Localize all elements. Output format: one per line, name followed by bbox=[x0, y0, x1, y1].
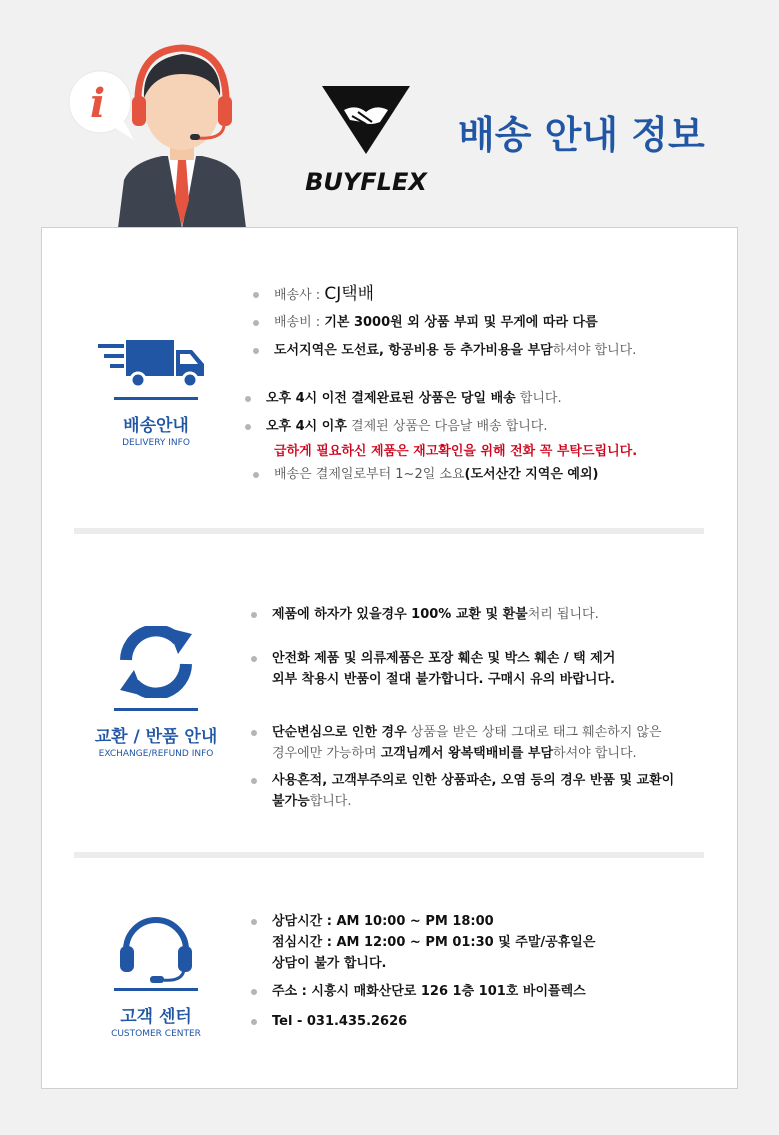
exchange-subtitle: EXCHANGE/REFUND INFO bbox=[98, 749, 214, 759]
brand-name: BUYFLEX bbox=[305, 168, 427, 196]
support-agent-illustration bbox=[62, 40, 282, 228]
delivery-title: 배송안내 bbox=[123, 416, 189, 436]
delivery-underline bbox=[114, 397, 198, 400]
list-item: 오후 4시 이전 결제완료된 상품은 당일 배송 합니다. bbox=[266, 388, 562, 409]
page-title: 배송 안내 정보 bbox=[458, 113, 705, 157]
customer-underline bbox=[114, 988, 198, 991]
delivery-subtitle: DELIVERY INFO bbox=[122, 438, 190, 448]
list-item: Tel - 031.435.2626 bbox=[272, 1011, 407, 1032]
delivery-label bbox=[96, 411, 216, 448]
customer-subtitle: CUSTOMER CENTER bbox=[111, 1029, 201, 1039]
urgent-notice: 급하게 필요하신 제품은 재고확인을 위해 전화 꼭 부탁드립니다. bbox=[274, 444, 638, 459]
list-item: 주소 : 시흥시 매화산단로 126 1층 101호 바이플렉스 bbox=[272, 981, 586, 1002]
list-item: 제품에 하자가 있을경우 100% 교환 및 환불처리 됩니다. bbox=[272, 604, 599, 625]
exchange-title: 교환 / 반품 안내 bbox=[94, 727, 218, 747]
headset-icon bbox=[118, 908, 194, 984]
info-mark: i bbox=[90, 80, 106, 127]
exchange-underline bbox=[114, 708, 198, 711]
list-item: 오후 4시 이후 결제된 상품은 다음날 배송 합니다. bbox=[266, 416, 548, 437]
list-item: 사용흔적, 고객부주의로 인한 상품파손, 오염 등의 경우 반품 및 교환이 불가능합니다. bbox=[272, 770, 674, 812]
list-item: 도서지역은 도선료, 항공비용 등 추가비용을 부담하셔야 합니다. bbox=[274, 340, 636, 361]
list-item: 안전화 제품 및 의류제품은 포장 훼손 및 박스 훼손 / 택 제거 외부 착용시 반품이 절대 불가합니다. 구매시 유의 바랍니다. bbox=[272, 648, 615, 690]
list-item: 배송은 결제일로부터 1~2일 소요(도서산간 지역은 예외) bbox=[274, 464, 599, 485]
info-card bbox=[41, 227, 738, 1089]
customer-title: 고객 센터 bbox=[120, 1007, 192, 1027]
list-item: 배송사 : CJ택배 bbox=[274, 284, 374, 306]
list-item: 단순변심으로 인한 경우 상품을 받은 상태 그대로 태그 훼손하지 않은 경우에만 가능하며 고객님께서 왕복택배비를 부담하셔야 합니다. bbox=[272, 722, 662, 764]
exchange-refresh-icon bbox=[116, 626, 196, 698]
section-divider bbox=[74, 852, 704, 858]
customer-label bbox=[96, 1002, 216, 1039]
section-divider bbox=[74, 528, 704, 534]
header bbox=[0, 0, 779, 228]
list-item: 배송비 : 기본 3000원 외 상품 부피 및 무게에 따라 다름 bbox=[274, 312, 598, 333]
list-item: 상담시간 : AM 10:00 ~ PM 18:00 점심시간 : AM 12:00 ~ PM 01:30 및 주말/공휴일은 상담이 불가 합니다. bbox=[272, 911, 595, 974]
exchange-label bbox=[86, 722, 226, 759]
delivery-truck-icon bbox=[96, 336, 208, 390]
